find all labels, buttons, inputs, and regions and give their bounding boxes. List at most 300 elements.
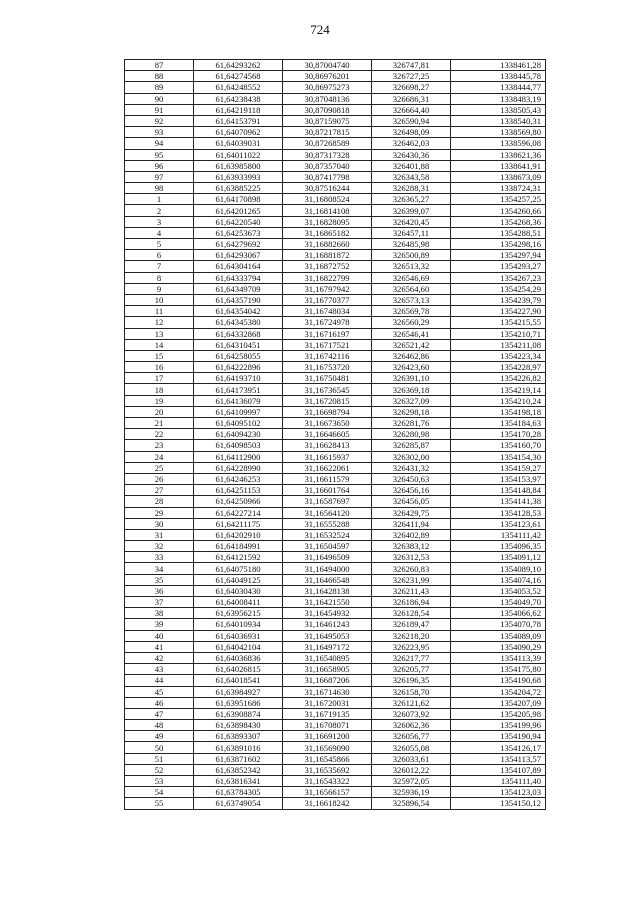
table-row <box>125 373 546 384</box>
table-row <box>125 261 546 272</box>
table-cell: 11 <box>125 306 194 317</box>
table-cell: 2 <box>125 205 194 216</box>
table-row <box>125 227 546 238</box>
table-row <box>125 529 546 540</box>
table-cell: 18 <box>125 384 194 395</box>
table-row <box>125 574 546 585</box>
table-cell: 326569,78 <box>372 306 451 317</box>
table-row <box>125 652 546 663</box>
table-cell: 1354148,84 <box>451 485 546 496</box>
table-cell: 55 <box>125 798 194 809</box>
table-cell: 1354089,10 <box>451 563 546 574</box>
table-cell: 14 <box>125 339 194 350</box>
table-row <box>125 787 546 798</box>
page-number: 724 <box>310 22 330 37</box>
table-cell: 31,16504597 <box>283 541 372 552</box>
table-cell: 31,16687206 <box>283 675 372 686</box>
table-cell: 61,64304164 <box>194 261 283 272</box>
table-cell: 31,16753720 <box>283 362 372 373</box>
table-cell: 31,16717521 <box>283 339 372 350</box>
table-row <box>125 395 546 406</box>
table-cell: 61,63908874 <box>194 708 283 719</box>
table-cell: 27 <box>125 485 194 496</box>
table-cell: 61,64248552 <box>194 82 283 93</box>
table-cell: 1354160,70 <box>451 440 546 451</box>
table-cell: 326564,60 <box>372 283 451 294</box>
table-cell: 1354175,80 <box>451 664 546 675</box>
table-cell: 61,64036931 <box>194 630 283 641</box>
table-cell: 20 <box>125 406 194 417</box>
table-cell: 30,87516244 <box>283 183 372 194</box>
table-cell: 1354141,38 <box>451 496 546 507</box>
table-cell: 61,64026815 <box>194 664 283 675</box>
table-cell: 326288,31 <box>372 183 451 194</box>
table-cell: 61,64049125 <box>194 574 283 585</box>
table-cell: 24 <box>125 451 194 462</box>
table-row <box>125 708 546 719</box>
table-cell: 31,16466548 <box>283 574 372 585</box>
table-cell: 326383,12 <box>372 541 451 552</box>
table-row <box>125 641 546 652</box>
table-cell: 326747,81 <box>372 60 451 71</box>
table-row <box>125 71 546 82</box>
table-cell: 1338540,31 <box>451 115 546 126</box>
table-cell: 31,16587697 <box>283 496 372 507</box>
table-cell: 326012,22 <box>372 764 451 775</box>
table-cell: 61,64039031 <box>194 138 283 149</box>
table-cell: 326546,69 <box>372 272 451 283</box>
table-row <box>125 675 546 686</box>
table-cell: 1354113,57 <box>451 753 546 764</box>
table-cell: 1338641,91 <box>451 160 546 171</box>
table-cell: 326430,36 <box>372 149 451 160</box>
table-row <box>125 764 546 775</box>
table-cell: 1354297,94 <box>451 250 546 261</box>
table-cell: 61,64042104 <box>194 641 283 652</box>
table-cell: 31 <box>125 529 194 540</box>
table-cell: 61,64332868 <box>194 328 283 339</box>
table-cell: 61,64333794 <box>194 272 283 283</box>
table-cell: 95 <box>125 149 194 160</box>
table-row <box>125 294 546 305</box>
table-cell: 1354205,98 <box>451 708 546 719</box>
table-cell: 1338444,77 <box>451 82 546 93</box>
table-cell: 326664,40 <box>372 104 451 115</box>
table-cell: 54 <box>125 787 194 798</box>
table-cell: 61,64098503 <box>194 440 283 451</box>
table-cell: 1354123,03 <box>451 787 546 798</box>
table-cell: 61,64121592 <box>194 552 283 563</box>
table-cell: 1 <box>125 194 194 205</box>
table-cell: 326456,16 <box>372 485 451 496</box>
table-row <box>125 485 546 496</box>
table-cell: 38 <box>125 608 194 619</box>
table-row <box>125 429 546 440</box>
table-cell: 35 <box>125 574 194 585</box>
table-cell: 1338569,80 <box>451 127 546 138</box>
table-cell: 1354153,97 <box>451 473 546 484</box>
table-cell: 61,63891016 <box>194 742 283 753</box>
table-cell: 1354288,51 <box>451 227 546 238</box>
table-cell: 46 <box>125 697 194 708</box>
table-cell: 61,64253673 <box>194 227 283 238</box>
table-cell: 1354267,23 <box>451 272 546 283</box>
table-cell: 61,64220540 <box>194 216 283 227</box>
table-row <box>125 171 546 182</box>
table-cell: 31,16601764 <box>283 485 372 496</box>
table-cell: 326343,58 <box>372 171 451 182</box>
table-cell: 31,16720815 <box>283 395 372 406</box>
table-cell: 326186,94 <box>372 597 451 608</box>
table-cell: 326727,25 <box>372 71 451 82</box>
table-cell: 96 <box>125 160 194 171</box>
table-cell: 53 <box>125 776 194 787</box>
table-cell: 61,64246253 <box>194 473 283 484</box>
table-cell: 30,87090818 <box>283 104 372 115</box>
table-cell: 4 <box>125 227 194 238</box>
table-cell: 61,63956215 <box>194 608 283 619</box>
table-row <box>125 93 546 104</box>
table-cell: 61,64250966 <box>194 496 283 507</box>
table-cell: 31,16421550 <box>283 597 372 608</box>
table-cell: 31,16673650 <box>283 418 372 429</box>
table-row <box>125 205 546 216</box>
table-cell: 43 <box>125 664 194 675</box>
table-row <box>125 798 546 809</box>
table-cell: 30,87159075 <box>283 115 372 126</box>
table-cell: 48 <box>125 720 194 731</box>
table-cell: 1354204,72 <box>451 686 546 697</box>
table-cell: 1338724,31 <box>451 183 546 194</box>
table-cell: 61,64228990 <box>194 462 283 473</box>
table-cell: 1354111,40 <box>451 776 546 787</box>
table-cell: 1354123,61 <box>451 518 546 529</box>
table-cell: 31,16828095 <box>283 216 372 227</box>
table-cell: 326698,27 <box>372 82 451 93</box>
table-cell: 1354107,89 <box>451 764 546 775</box>
table-row <box>125 473 546 484</box>
table-cell: 326196,35 <box>372 675 451 686</box>
table-cell: 31,16736545 <box>283 384 372 395</box>
table-cell: 1354113,39 <box>451 652 546 663</box>
table-row <box>125 160 546 171</box>
table-cell: 28 <box>125 496 194 507</box>
table-cell: 326513,32 <box>372 261 451 272</box>
table-row <box>125 462 546 473</box>
table-cell: 31,16822799 <box>283 272 372 283</box>
table-cell: 61,64349709 <box>194 283 283 294</box>
table-cell: 1354126,17 <box>451 742 546 753</box>
table-cell: 1354066,62 <box>451 608 546 619</box>
table-cell: 1354210,71 <box>451 328 546 339</box>
table-cell: 97 <box>125 171 194 182</box>
table-cell: 326369,18 <box>372 384 451 395</box>
table-cell: 326457,11 <box>372 227 451 238</box>
table-cell: 326462,03 <box>372 138 451 149</box>
table-cell: 326281,76 <box>372 418 451 429</box>
table-cell: 326285,87 <box>372 440 451 451</box>
table-row <box>125 563 546 574</box>
table-cell: 326431,32 <box>372 462 451 473</box>
table-cell: 31,16797942 <box>283 283 372 294</box>
table-cell: 326399,07 <box>372 205 451 216</box>
table-cell: 47 <box>125 708 194 719</box>
table-cell: 1354074,16 <box>451 574 546 585</box>
table-cell: 1354298,16 <box>451 239 546 250</box>
table-cell: 9 <box>125 283 194 294</box>
table-cell: 41 <box>125 641 194 652</box>
table-cell: 326423,60 <box>372 362 451 373</box>
table-row <box>125 418 546 429</box>
table-cell: 61,64010934 <box>194 619 283 630</box>
table-cell: 326260,83 <box>372 563 451 574</box>
table-cell: 1354190,94 <box>451 731 546 742</box>
table-cell: 61,64109997 <box>194 406 283 417</box>
table-cell: 1354260,66 <box>451 205 546 216</box>
table-cell: 31,16808524 <box>283 194 372 205</box>
table-row <box>125 250 546 261</box>
table-cell: 326128,54 <box>372 608 451 619</box>
table-cell: 61,63898430 <box>194 720 283 731</box>
table-cell: 31,16770377 <box>283 294 372 305</box>
table-row <box>125 608 546 619</box>
table-cell: 31,16615937 <box>283 451 372 462</box>
table-cell: 31,16428138 <box>283 585 372 596</box>
table-cell: 1354150,12 <box>451 798 546 809</box>
table-cell: 61,64018541 <box>194 675 283 686</box>
table-cell: 326158,70 <box>372 686 451 697</box>
table-cell: 61,64184991 <box>194 541 283 552</box>
table-cell: 1354199,96 <box>451 720 546 731</box>
table-row <box>125 440 546 451</box>
table-cell: 31,16814108 <box>283 205 372 216</box>
table-cell: 1354089,09 <box>451 630 546 641</box>
table-row <box>125 194 546 205</box>
table-cell: 31,16714630 <box>283 686 372 697</box>
table-cell: 30,87417798 <box>283 171 372 182</box>
table-cell: 61,64293262 <box>194 60 283 71</box>
table-cell: 19 <box>125 395 194 406</box>
table-cell: 326429,75 <box>372 507 451 518</box>
table-cell: 61,64202910 <box>194 529 283 540</box>
table-cell: 37 <box>125 597 194 608</box>
table-cell: 61,64193710 <box>194 373 283 384</box>
table-cell: 61,63933993 <box>194 171 283 182</box>
table-cell: 326218,20 <box>372 630 451 641</box>
table-cell: 31,16555288 <box>283 518 372 529</box>
table-cell: 1354070,78 <box>451 619 546 630</box>
coordinates-table <box>124 59 546 810</box>
table-cell: 326223,95 <box>372 641 451 652</box>
table-row <box>125 183 546 194</box>
table-cell: 31,16719135 <box>283 708 372 719</box>
table-cell: 30,87004740 <box>283 60 372 71</box>
table-cell: 1354128,53 <box>451 507 546 518</box>
table-cell: 61,64153791 <box>194 115 283 126</box>
table-cell: 31,16494000 <box>283 563 372 574</box>
table-row <box>125 552 546 563</box>
table-cell: 61,64095102 <box>194 418 283 429</box>
table-cell: 61,64227214 <box>194 507 283 518</box>
table-cell: 1338461,28 <box>451 60 546 71</box>
table-cell: 31,16545866 <box>283 753 372 764</box>
table-cell: 31,16691200 <box>283 731 372 742</box>
table-cell: 61,63893307 <box>194 731 283 742</box>
table-cell: 326450,63 <box>372 473 451 484</box>
table-cell: 22 <box>125 429 194 440</box>
table-cell: 93 <box>125 127 194 138</box>
table-cell: 1354053,52 <box>451 585 546 596</box>
table-cell: 61,64030430 <box>194 585 283 596</box>
table-row <box>125 362 546 373</box>
table-row <box>125 686 546 697</box>
table-cell: 1354198,18 <box>451 406 546 417</box>
table-cell: 31,16658905 <box>283 664 372 675</box>
table-cell: 31,16872752 <box>283 261 372 272</box>
table-row <box>125 149 546 160</box>
table-cell: 326121,62 <box>372 697 451 708</box>
table-row <box>125 283 546 294</box>
table-cell: 61,64075180 <box>194 563 283 574</box>
table-cell: 30,87268589 <box>283 138 372 149</box>
table-cell: 326298,18 <box>372 406 451 417</box>
table-cell: 5 <box>125 239 194 250</box>
table-cell: 15 <box>125 350 194 361</box>
table-cell: 1354215,55 <box>451 317 546 328</box>
table-cell: 61,63951686 <box>194 697 283 708</box>
table-cell: 6 <box>125 250 194 261</box>
table-cell: 50 <box>125 742 194 753</box>
table-row <box>125 742 546 753</box>
table-row <box>125 239 546 250</box>
table-cell: 87 <box>125 60 194 71</box>
table-cell: 31,16454932 <box>283 608 372 619</box>
table-cell: 31,16748034 <box>283 306 372 317</box>
table-cell: 326498,09 <box>372 127 451 138</box>
table-cell: 326500,89 <box>372 250 451 261</box>
table-cell: 21 <box>125 418 194 429</box>
table-cell: 1354223,34 <box>451 350 546 361</box>
table-row <box>125 585 546 596</box>
table-cell: 25 <box>125 462 194 473</box>
table-cell: 31,16716197 <box>283 328 372 339</box>
table-cell: 31,16628413 <box>283 440 372 451</box>
table-cell: 61,64354042 <box>194 306 283 317</box>
table-row <box>125 216 546 227</box>
table-cell: 61,63852342 <box>194 764 283 775</box>
table-cell: 30,87048136 <box>283 93 372 104</box>
table-row <box>125 104 546 115</box>
table-cell: 30,86976201 <box>283 71 372 82</box>
table-row <box>125 776 546 787</box>
table-cell: 31,16540895 <box>283 652 372 663</box>
table-cell: 326590,94 <box>372 115 451 126</box>
table-cell: 31,16495053 <box>283 630 372 641</box>
table-cell: 61,64293067 <box>194 250 283 261</box>
table-cell: 1338483,19 <box>451 93 546 104</box>
table-cell: 1354257,25 <box>451 194 546 205</box>
table-cell: 31,16566157 <box>283 787 372 798</box>
table-cell: 45 <box>125 686 194 697</box>
table-cell: 61,64011022 <box>194 149 283 160</box>
table-cell: 31,16882660 <box>283 239 372 250</box>
table-cell: 61,64238438 <box>194 93 283 104</box>
table-cell: 326420,45 <box>372 216 451 227</box>
table-row <box>125 339 546 350</box>
table-cell: 326073,92 <box>372 708 451 719</box>
table-cell: 7 <box>125 261 194 272</box>
table-cell: 326302,00 <box>372 451 451 462</box>
table-cell: 61,64357190 <box>194 294 283 305</box>
table-cell: 326485,98 <box>372 239 451 250</box>
table-cell: 61,64211175 <box>194 518 283 529</box>
table-cell: 30,87217815 <box>283 127 372 138</box>
table-cell: 31,16881872 <box>283 250 372 261</box>
table-cell: 326573,13 <box>372 294 451 305</box>
table-cell: 31,16535692 <box>283 764 372 775</box>
table-row <box>125 619 546 630</box>
table-cell: 326462,86 <box>372 350 451 361</box>
table-cell: 8 <box>125 272 194 283</box>
table-cell: 31,16698794 <box>283 406 372 417</box>
table-cell: 30,87357040 <box>283 160 372 171</box>
table-cell: 326211,43 <box>372 585 451 596</box>
table-cell: 325896,54 <box>372 798 451 809</box>
table-cell: 1338621,36 <box>451 149 546 160</box>
table-cell: 31,16865182 <box>283 227 372 238</box>
table-cell: 61,63984927 <box>194 686 283 697</box>
table-cell: 326217,77 <box>372 652 451 663</box>
table-cell: 326365,27 <box>372 194 451 205</box>
table-cell: 326062,36 <box>372 720 451 731</box>
table-cell: 1354268,36 <box>451 216 546 227</box>
table-cell: 42 <box>125 652 194 663</box>
table-cell: 12 <box>125 317 194 328</box>
table-cell: 89 <box>125 82 194 93</box>
table-row <box>125 753 546 764</box>
table-cell: 1354254,29 <box>451 283 546 294</box>
table-cell: 13 <box>125 328 194 339</box>
table-cell: 61,63985800 <box>194 160 283 171</box>
table-cell: 1354239,79 <box>451 294 546 305</box>
table-row <box>125 272 546 283</box>
table-row <box>125 115 546 126</box>
table-cell: 61,63871602 <box>194 753 283 764</box>
table-cell: 1354049,70 <box>451 597 546 608</box>
table-cell: 61,64258055 <box>194 350 283 361</box>
table-cell: 1354190,68 <box>451 675 546 686</box>
table-cell: 326327,09 <box>372 395 451 406</box>
table-cell: 61,64070962 <box>194 127 283 138</box>
table-cell: 1354111,42 <box>451 529 546 540</box>
table-cell: 23 <box>125 440 194 451</box>
table-cell: 31,16724978 <box>283 317 372 328</box>
table-cell: 1354207,09 <box>451 697 546 708</box>
table-row <box>125 518 546 529</box>
table-cell: 1354096,35 <box>451 541 546 552</box>
table-cell: 326686,31 <box>372 93 451 104</box>
table-cell: 31,16543322 <box>283 776 372 787</box>
table-row <box>125 720 546 731</box>
table-cell: 61,64222896 <box>194 362 283 373</box>
coordinates-table-body <box>125 60 546 810</box>
table-cell: 94 <box>125 138 194 149</box>
table-cell: 326401,88 <box>372 160 451 171</box>
table-cell: 1354293,27 <box>451 261 546 272</box>
table-cell: 61,64094230 <box>194 429 283 440</box>
table-cell: 61,64008411 <box>194 597 283 608</box>
table-cell: 61,64274568 <box>194 71 283 82</box>
